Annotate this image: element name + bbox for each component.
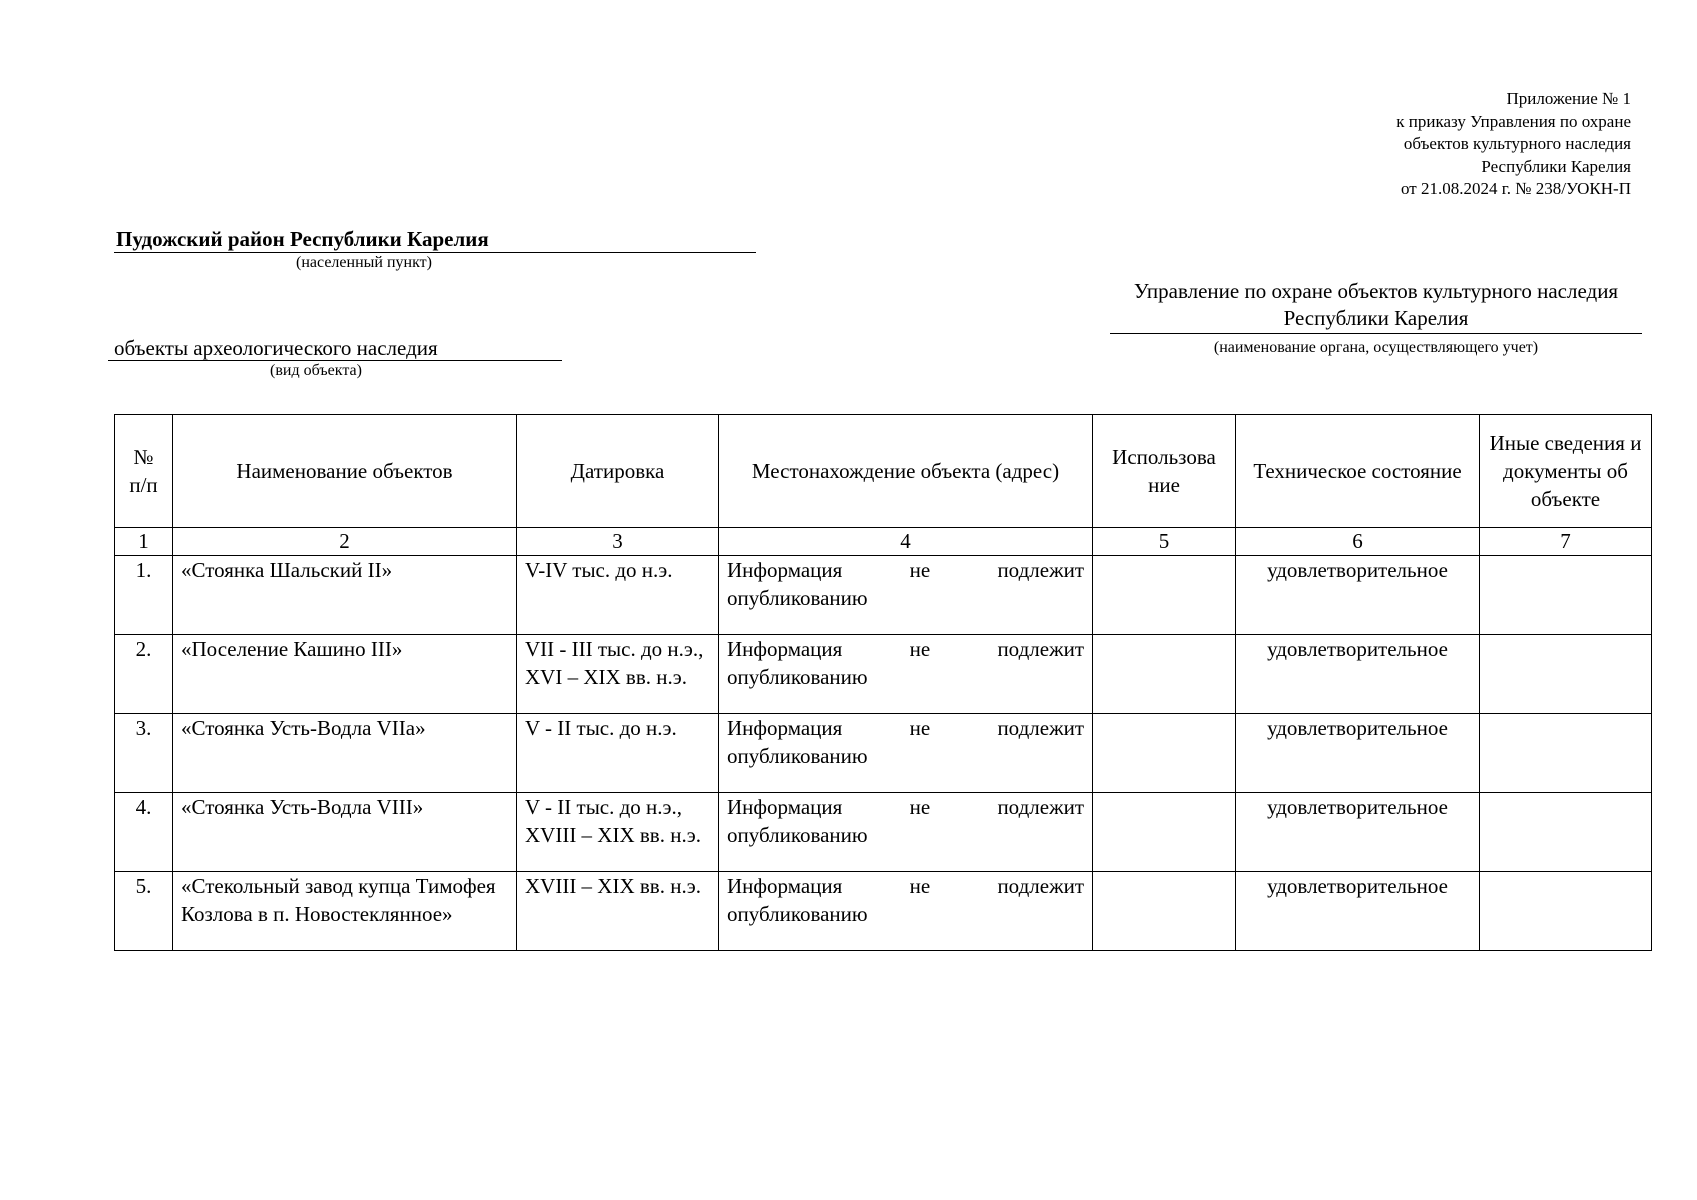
table-row [115,635,1652,714]
object-name: «Поселение Кашино III» [173,635,517,714]
locality-field [114,226,756,272]
object-name: «Стекольный завод купца Тимофея Козлова в п. Новостеклянное» [173,872,517,951]
header-cell-state: Техническое состояние [1236,415,1480,528]
column-number-cell: 2 [173,528,517,556]
object-location: Информация не подлежит опубликованию [719,635,1093,714]
table-row [115,793,1652,872]
object-location: Информация не подлежит опубликованию [719,872,1093,951]
header-cell-other: Иные сведения и документы об объекте [1480,415,1652,528]
object-location: Информация не подлежит опубликованию [719,556,1093,635]
object-other [1480,793,1652,872]
column-number-cell: 6 [1236,528,1480,556]
object-usage [1093,872,1236,951]
appendix-line: Приложение № 1 [1506,89,1631,108]
appendix-line: от 21.08.2024 г. № 238/УОКН-П [1401,179,1631,198]
table-row [115,556,1652,635]
appendix-block [1211,88,1631,201]
appendix-line: объектов культурного наследия [1403,134,1631,153]
header-cell-location: Местонахождение объекта (адрес) [719,415,1093,528]
organ-value: Управление по охране объектов культурного наследия Республики Карелия [1110,278,1642,334]
object-dating: VII - III тыс. до н.э., XVI – XIX вв. н.э. [517,635,719,714]
column-number-cell: 4 [719,528,1093,556]
object-state: удовлетворительное [1236,635,1480,714]
objects-table [114,414,1652,951]
object-name: «Стоянка Усть-Водла VIII» [173,793,517,872]
object-type-caption: (вид объекта) [270,362,362,379]
appendix-line: Республики Карелия [1481,156,1631,176]
locality-value: Пудожский район Республики Карелия [114,226,756,253]
object-type-value: объекты археологического наследия [108,336,562,361]
header-cell-dating: Датировка [517,415,719,528]
row-number: 5. [115,872,173,951]
column-number-cell: 1 [115,528,173,556]
header-cell-number: № п/п [115,415,173,528]
organ-field [1110,278,1642,357]
header-cell-name: Наименование объектов [173,415,517,528]
object-usage [1093,793,1236,872]
object-other [1480,635,1652,714]
object-state: удовлетворительное [1236,714,1480,793]
row-number: 3. [115,714,173,793]
object-name: «Стоянка Усть-Водла VIIа» [173,714,517,793]
object-dating: XVIII – XIX вв. н.э. [517,872,719,951]
column-number-cell: 3 [517,528,719,556]
locality-caption: (населенный пункт) [296,254,432,271]
appendix-line: к приказу Управления по охране [1396,111,1631,131]
object-other [1480,872,1652,951]
object-usage [1093,556,1236,635]
object-other [1480,714,1652,793]
header-cell-usage: Использова ние [1093,415,1236,528]
column-number-row [115,528,1652,556]
row-number: 1. [115,556,173,635]
object-state: удовлетворительное [1236,793,1480,872]
object-dating: V - II тыс. до н.э., XVIII – XIX вв. н.э. [517,793,719,872]
table-header-row [115,415,1652,528]
object-type-field [108,336,562,380]
object-dating: V-IV тыс. до н.э. [517,556,719,635]
object-location: Информация не подлежит опубликованию [719,714,1093,793]
object-usage [1093,714,1236,793]
object-usage [1093,635,1236,714]
organ-caption: (наименование органа, осуществляющего учет) [1213,339,1539,356]
object-state: удовлетворительное [1236,556,1480,635]
object-state: удовлетворительное [1236,872,1480,951]
column-number-cell: 7 [1480,528,1652,556]
object-name: «Стоянка Шальский II» [173,556,517,635]
table-row [115,872,1652,951]
object-other [1480,556,1652,635]
object-dating: V - II тыс. до н.э. [517,714,719,793]
row-number: 2. [115,635,173,714]
column-number-cell: 5 [1093,528,1236,556]
row-number: 4. [115,793,173,872]
object-location: Информация не подлежит опубликованию [719,793,1093,872]
table-row [115,714,1652,793]
